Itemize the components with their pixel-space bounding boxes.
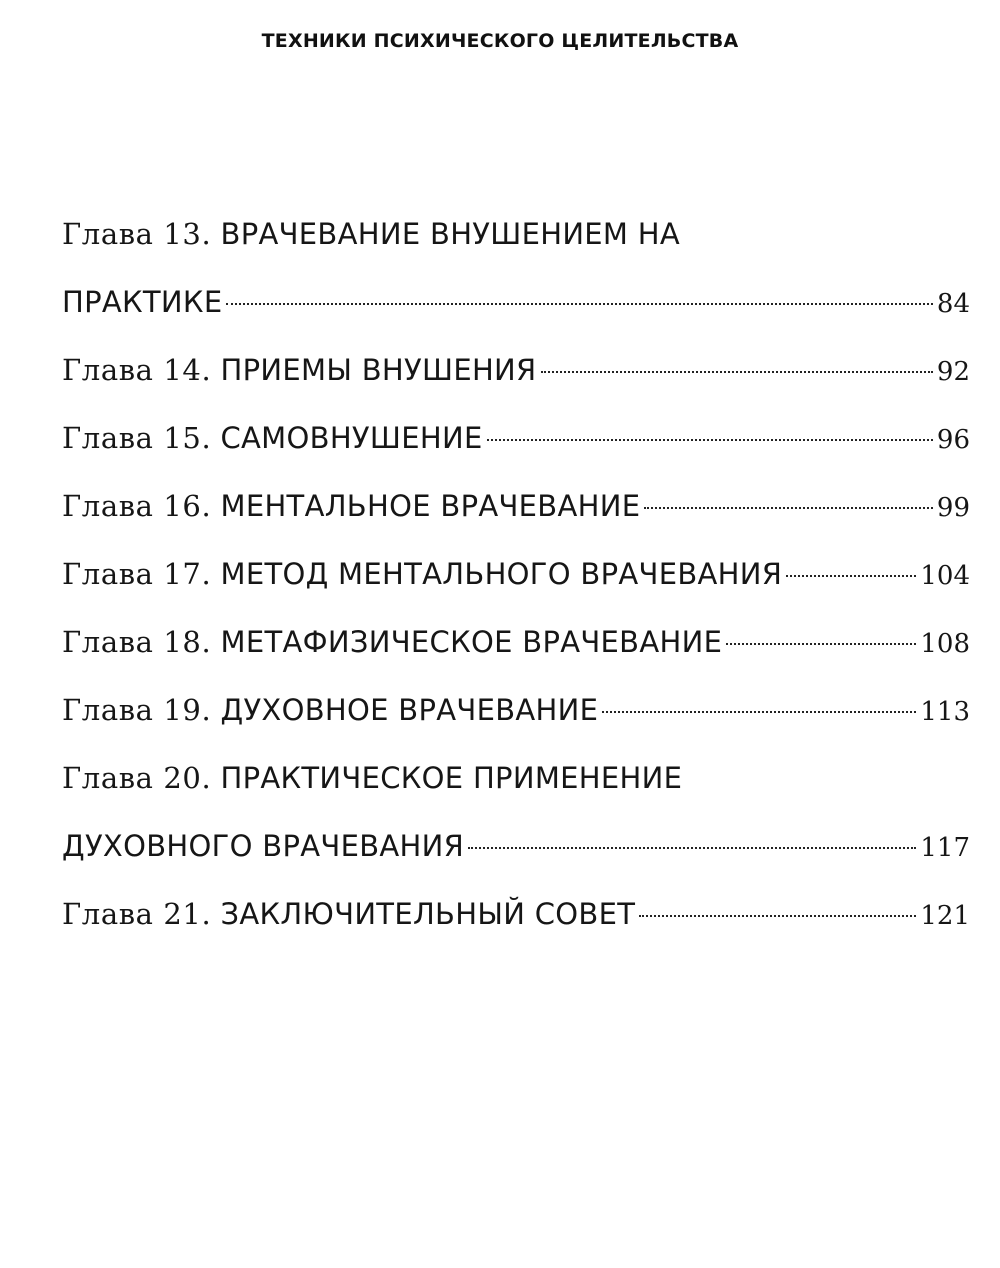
toc-page-number: 121 bbox=[920, 901, 970, 931]
toc-chapter-title: ПРАКТИЧЕСКОЕ ПРИМЕНЕНИЕ bbox=[220, 761, 683, 795]
toc-entry-leader-line bbox=[62, 336, 970, 404]
toc-entry-leader-line bbox=[62, 880, 970, 948]
toc-entry-chapter-20[interactable] bbox=[62, 744, 970, 880]
toc-chapter-title: ВРАЧЕВАНИЕ ВНУШЕНИЕМ НА bbox=[220, 217, 681, 251]
toc-chapter-number: Глава 19. bbox=[62, 693, 212, 727]
toc-entry-title-line bbox=[62, 200, 970, 268]
dot-leader bbox=[726, 643, 916, 645]
toc-chapter-number: Глава 14. bbox=[62, 353, 212, 387]
dot-leader bbox=[644, 507, 933, 509]
toc-entry-chapter-14[interactable] bbox=[62, 336, 970, 404]
toc-entry-leader-line bbox=[62, 472, 970, 540]
toc-entry-leader-line bbox=[62, 812, 970, 880]
toc-entry-leader-line bbox=[62, 268, 970, 336]
toc-chapter-number: Глава 20. bbox=[62, 761, 212, 795]
toc-entry-title-line bbox=[62, 744, 970, 812]
toc-page-number: 92 bbox=[936, 357, 970, 387]
toc-chapter-title: ПРИЕМЫ ВНУШЕНИЯ bbox=[220, 353, 537, 387]
toc-page-number: 104 bbox=[920, 561, 970, 591]
toc-chapter-title-continued: ПРАКТИКЕ bbox=[62, 285, 223, 319]
toc-chapter-title: МЕНТАЛЬНОЕ ВРАЧЕВАНИЕ bbox=[220, 489, 641, 523]
toc-page-number: 113 bbox=[920, 697, 970, 727]
toc-entry-chapter-16[interactable] bbox=[62, 472, 970, 540]
dot-leader bbox=[541, 371, 933, 373]
toc-entry-chapter-17[interactable] bbox=[62, 540, 970, 608]
toc-entry-chapter-21[interactable] bbox=[62, 880, 970, 948]
toc-chapter-title-continued: ДУХОВНОГО ВРАЧЕВАНИЯ bbox=[62, 829, 465, 863]
toc-entry-leader-line bbox=[62, 540, 970, 608]
toc-chapter-title: МЕТАФИЗИЧЕСКОЕ ВРАЧЕВАНИЕ bbox=[220, 625, 723, 659]
table-of-contents bbox=[62, 200, 970, 948]
dot-leader bbox=[786, 575, 916, 577]
dot-leader bbox=[226, 303, 932, 305]
dot-leader bbox=[639, 915, 916, 917]
dot-leader bbox=[487, 439, 933, 441]
toc-entry-chapter-19[interactable] bbox=[62, 676, 970, 744]
toc-chapter-title: ЗАКЛЮЧИТЕЛЬНЫЙ СОВЕТ bbox=[220, 897, 636, 931]
toc-entry-chapter-15[interactable] bbox=[62, 404, 970, 472]
toc-page-number: 117 bbox=[920, 833, 970, 863]
dot-leader bbox=[468, 847, 916, 849]
toc-chapter-number: Глава 18. bbox=[62, 625, 212, 659]
toc-entry-leader-line bbox=[62, 404, 970, 472]
toc-page-number: 108 bbox=[920, 629, 970, 659]
toc-chapter-number: Глава 21. bbox=[62, 897, 212, 931]
dot-leader bbox=[602, 711, 916, 713]
toc-chapter-title: ДУХОВНОЕ ВРАЧЕВАНИЕ bbox=[220, 693, 599, 727]
running-header: ТЕХНИКИ ПСИХИЧЕСКОГО ЦЕЛИТЕЛЬСТВА bbox=[261, 30, 739, 52]
toc-page-number: 84 bbox=[936, 289, 970, 319]
toc-page-number: 96 bbox=[936, 425, 970, 455]
toc-page-number: 99 bbox=[936, 493, 970, 523]
toc-entry-leader-line bbox=[62, 676, 970, 744]
toc-chapter-title: САМОВНУШЕНИЕ bbox=[220, 421, 483, 455]
toc-entry-chapter-18[interactable] bbox=[62, 608, 970, 676]
toc-chapter-number: Глава 16. bbox=[62, 489, 212, 523]
toc-chapter-title: МЕТОД МЕНТАЛЬНОГО ВРАЧЕВАНИЯ bbox=[220, 557, 783, 591]
toc-chapter-number: Глава 17. bbox=[62, 557, 212, 591]
toc-chapter-number: Глава 13. bbox=[62, 217, 212, 251]
toc-entry-chapter-13[interactable] bbox=[62, 200, 970, 336]
toc-chapter-number: Глава 15. bbox=[62, 421, 212, 455]
toc-entry-leader-line bbox=[62, 608, 970, 676]
